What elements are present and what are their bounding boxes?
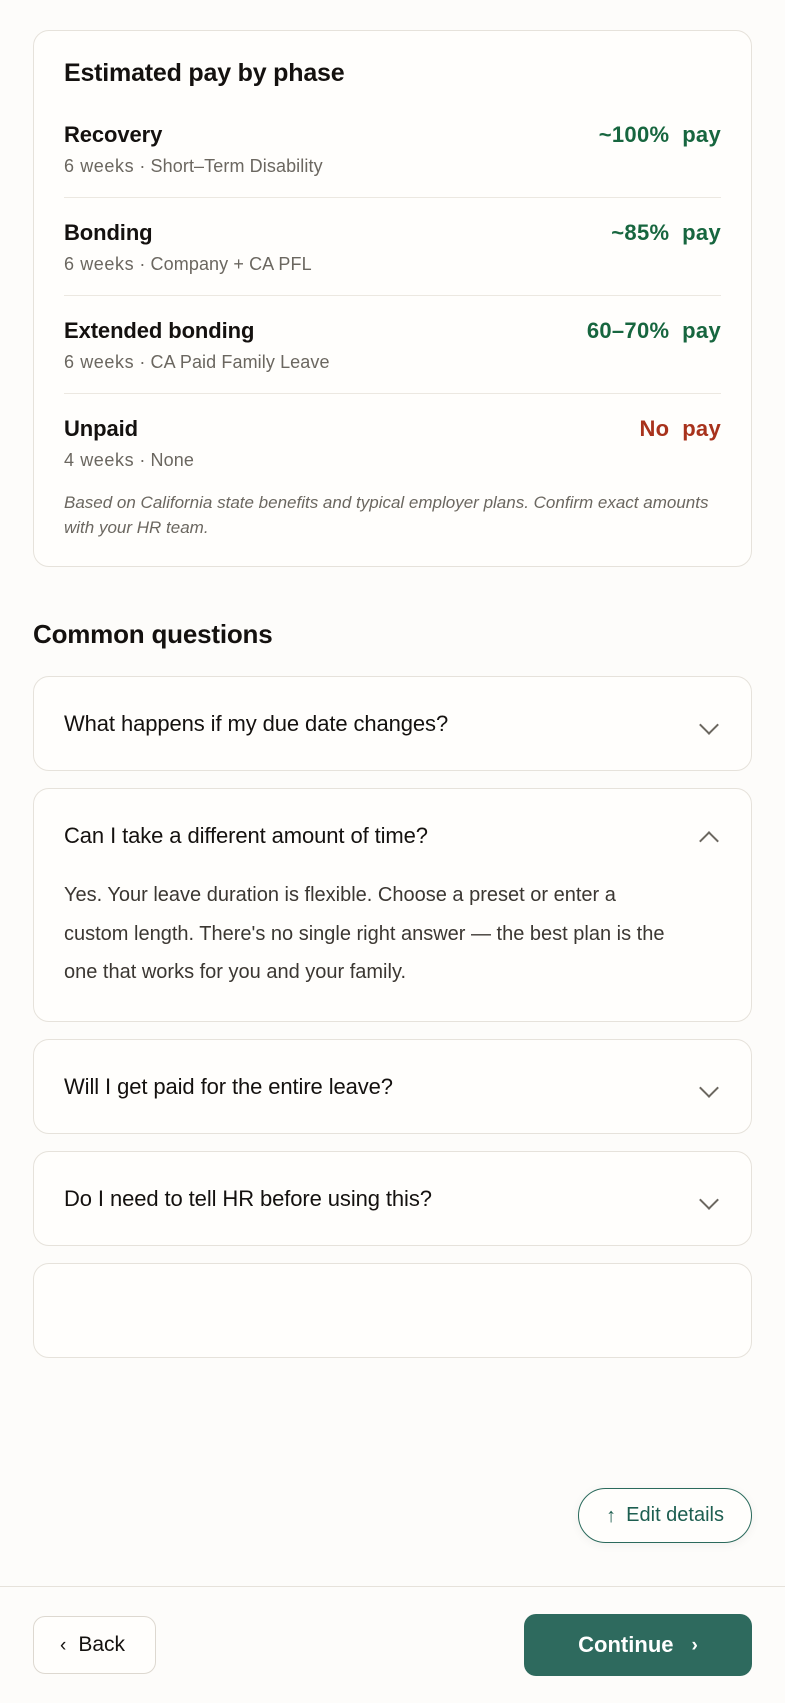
phase-duration: 6 weeks (64, 352, 135, 372)
continue-button[interactable] (524, 1614, 752, 1676)
phase-name: Bonding (64, 220, 153, 245)
phase-source: None (150, 450, 194, 470)
chevron-down-icon (699, 1076, 721, 1098)
phase-separator: · (134, 156, 151, 176)
back-button-label: Back (78, 1633, 126, 1656)
faq-item[interactable] (33, 1151, 752, 1246)
faq-question: Do I need to tell HR before using this? (64, 1185, 432, 1211)
phase-duration: 6 weeks (64, 156, 135, 176)
phase-subtitle (64, 352, 721, 373)
phase-subtitle (64, 254, 721, 275)
faq-question: Can I take a different amount of time? (64, 822, 428, 848)
phase-source: CA Paid Family Leave (150, 352, 330, 372)
faq-item[interactable] (33, 1039, 752, 1134)
phase-subtitle (64, 156, 721, 177)
faq-question: What happens if my due date changes? (64, 710, 449, 736)
faq-toggle[interactable] (64, 1152, 721, 1245)
phase-name: Unpaid (64, 416, 138, 441)
phase-row (64, 220, 721, 296)
phase-header (64, 220, 721, 246)
chevron-left-icon: ‹ (60, 1634, 67, 1656)
continue-button-label: Continue (578, 1632, 674, 1657)
phase-pay: ~85% pay (611, 220, 721, 245)
faq-answer: Yes. Your leave duration is flexible. Choose a preset or enter a custom length. There's no single right answer — the best plan is the one that works for you and your family. (64, 884, 665, 984)
phase-duration: 6 weeks (64, 254, 135, 274)
estimated-pay-card (33, 30, 752, 567)
phase-header (64, 122, 721, 148)
phase-header (64, 318, 721, 344)
phase-row (64, 416, 721, 475)
phase-subtitle (64, 450, 721, 471)
chevron-up-icon (699, 825, 721, 847)
arrow-up-icon: ↑ (606, 1504, 617, 1527)
phase-row (64, 122, 721, 198)
phase-pay: No pay (639, 416, 721, 441)
chevron-down-icon (699, 1188, 721, 1210)
page-title: Estimated pay by phase (64, 59, 345, 87)
faq-item[interactable] (33, 1263, 752, 1358)
phase-pay: ~100% pay (598, 122, 721, 147)
faq-toggle[interactable] (64, 1040, 721, 1133)
faq-toggle[interactable] (64, 677, 721, 770)
phase-separator: · (134, 352, 151, 372)
faq-question: Will I get paid for the entire leave? (64, 1073, 393, 1099)
edit-details-button[interactable] (578, 1488, 752, 1543)
phase-row (64, 318, 721, 394)
chevron-down-icon (699, 713, 721, 735)
phase-name: Extended bonding (64, 318, 255, 343)
phase-header (64, 416, 721, 442)
phase-source: Company + CA PFL (150, 254, 312, 274)
phase-pay: 60–70% pay (586, 318, 721, 343)
phase-separator: · (134, 254, 151, 274)
disclaimer-note: Based on California state benefits and typical employer plans. Confirm exact amounts with your HR team. (64, 493, 709, 537)
section-heading-common-questions: Common questions (33, 619, 273, 650)
chevron-right-icon: › (691, 1634, 698, 1656)
faq-toggle[interactable] (64, 789, 721, 882)
phase-separator: · (134, 450, 151, 470)
bottom-action-bar (0, 1586, 785, 1703)
edit-details-label: Edit details (626, 1504, 724, 1526)
faq-item[interactable] (33, 788, 752, 1022)
back-button[interactable] (33, 1616, 156, 1674)
phase-duration: 4 weeks (64, 450, 135, 470)
faq-toggle[interactable] (64, 1264, 721, 1357)
phase-source: Short–Term Disability (150, 156, 323, 176)
faq-item[interactable] (33, 676, 752, 771)
phase-name: Recovery (64, 122, 163, 147)
